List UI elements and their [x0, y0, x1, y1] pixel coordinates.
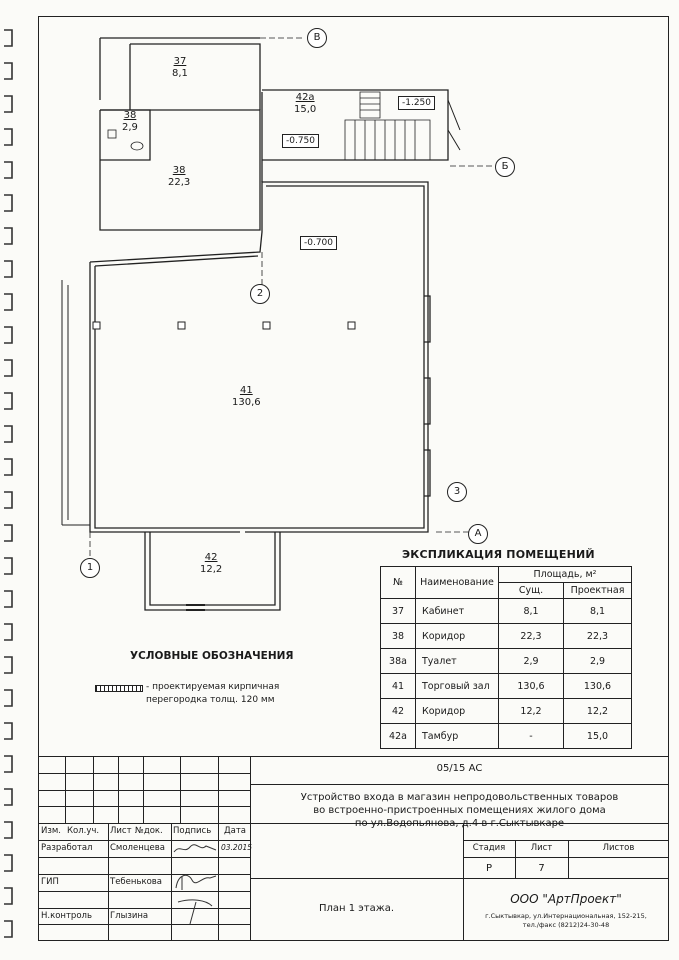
row-project: 8,1 — [564, 599, 632, 624]
explication-table — [380, 566, 632, 749]
door-42a — [448, 100, 460, 150]
col-ndok: №док. — [135, 826, 163, 836]
room-38a-number: 38 — [123, 110, 137, 121]
table-row — [381, 624, 632, 649]
row-project: 15,0 — [564, 724, 632, 749]
project-code: 05/15 АС — [436, 763, 483, 774]
signature-chief-engineer — [172, 870, 218, 894]
row-num: 38 — [381, 624, 416, 649]
explication-title: ЭКСПЛИКАЦИЯ ПОМЕЩЕНИЙ — [402, 548, 595, 561]
col-izm: Изм. — [41, 826, 61, 836]
table-row — [381, 724, 632, 749]
room-42a-area: 15,0 — [294, 104, 317, 115]
row-name: Тамбур — [416, 724, 499, 749]
company-phone: тел./факс (8212)24-30-48 — [522, 921, 610, 929]
stairs — [345, 120, 430, 160]
header-area: Площадь, м² — [499, 567, 632, 583]
table-row — [381, 674, 632, 699]
legend-line-1: - проектируемая кирпичная — [146, 682, 280, 692]
legend-text — [146, 681, 279, 707]
col-data: Дата — [224, 826, 247, 836]
axis-lines — [90, 38, 495, 560]
table-row — [381, 649, 632, 674]
signature-developer — [172, 842, 218, 856]
axis-marker-v: В — [307, 28, 327, 48]
wall-hall-inner — [95, 186, 424, 528]
room-37-number: 37 — [173, 56, 187, 67]
room-37-label — [172, 56, 188, 80]
sheet-value: 7 — [538, 863, 545, 874]
level-mark-0750: -0.750 — [282, 134, 319, 148]
room-42-label — [200, 552, 222, 576]
level-mark-1250: -1.250 — [398, 96, 435, 110]
row-project: 130,6 — [564, 674, 632, 699]
row-existing: - — [499, 724, 564, 749]
axis-marker-a: А — [468, 524, 488, 544]
axis-marker-3: 3 — [447, 482, 467, 502]
room-41-number: 41 — [239, 385, 253, 396]
row-num: 42a — [381, 724, 416, 749]
project-title-1: Устройство входа в магазин непродовольственных товаров — [300, 792, 619, 803]
stairs-top — [360, 92, 380, 118]
row-existing: 8,1 — [499, 599, 564, 624]
role-developer: Разработал — [41, 843, 93, 853]
role-norm-control: Н.контроль — [41, 911, 92, 921]
room-37-area: 8,1 — [172, 68, 188, 79]
row-existing: 130,6 — [499, 674, 564, 699]
wall-left-outside — [62, 280, 90, 525]
row-name: Коридор — [416, 624, 499, 649]
header-existing: Сущ. — [499, 583, 564, 599]
title-block — [38, 756, 669, 941]
col-podpis: Подпись — [173, 826, 212, 836]
row-name: Торговый зал — [416, 674, 499, 699]
row-existing: 2,9 — [499, 649, 564, 674]
room-41-label — [232, 385, 261, 409]
room-41-area: 130,6 — [232, 397, 261, 408]
room-42a-label — [294, 92, 316, 116]
axis-marker-b: Б — [495, 157, 515, 177]
person-chief-engineer: Тебенькова — [110, 877, 163, 887]
stage-header: Стадия — [472, 843, 506, 853]
row-existing: 12,2 — [499, 699, 564, 724]
company-name: ООО "АртПроект" — [510, 892, 622, 906]
col-kol: Кол.уч. — [67, 826, 100, 836]
row-num: 38a — [381, 649, 416, 674]
row-existing: 22,3 — [499, 624, 564, 649]
room-42a-number: 42a — [295, 92, 315, 103]
row-num: 41 — [381, 674, 416, 699]
brick-partition-symbol — [95, 685, 143, 692]
level-mark-0700: -0.700 — [300, 236, 337, 250]
room-42-number: 42 — [204, 552, 218, 563]
room-38-area: 22,3 — [168, 177, 191, 188]
stage-value: Р — [485, 863, 493, 874]
legend-line-2: перегородка толщ. 120 мм — [146, 695, 275, 705]
axis-marker-1: 1 — [80, 558, 100, 578]
room-38a-label — [122, 110, 138, 134]
room-38-label — [168, 165, 190, 189]
sheet-header: Лист — [530, 843, 553, 853]
header-name: Наименование — [416, 567, 499, 599]
row-name: Кабинет — [416, 599, 499, 624]
row-name: Коридор — [416, 699, 499, 724]
wall-room-37 — [130, 44, 260, 110]
row-name: Туалет — [416, 649, 499, 674]
room-42-area: 12,2 — [200, 564, 223, 575]
row-num: 37 — [381, 599, 416, 624]
project-title-3: по ул.Водопьянова, д.4 в г.Сыктывкаре — [354, 818, 565, 829]
sheets-header: Листов — [602, 843, 635, 853]
header-num: № — [381, 567, 416, 599]
project-title-2: во встроенно-пристроенных помещениях жилого дома — [313, 805, 606, 816]
windows-right — [424, 296, 430, 496]
row-num: 42 — [381, 699, 416, 724]
person-developer: Смоленцева — [110, 843, 166, 853]
drawing-name: План 1 этажа. — [318, 903, 395, 914]
door-42 — [186, 605, 205, 610]
row-project: 2,9 — [564, 649, 632, 674]
date-developer: 03.2015 — [221, 843, 253, 852]
company-address: г.Сыктывкар, ул.Интернациональная, 152-215, — [485, 912, 647, 920]
signature-norm-control — [172, 896, 218, 926]
person-norm-control: Глызина — [110, 911, 149, 921]
row-project: 12,2 — [564, 699, 632, 724]
table-row — [381, 699, 632, 724]
legend-title: УСЛОВНЫЕ ОБОЗНАЧЕНИЯ — [130, 650, 294, 662]
header-project: Проектная — [564, 583, 632, 599]
wall-hall — [90, 182, 428, 532]
row-project: 22,3 — [564, 624, 632, 649]
role-chief-engineer: ГИП — [41, 877, 59, 887]
room-38-number: 38 — [172, 165, 186, 176]
axis-marker-2: 2 — [250, 284, 270, 304]
col-list: Лист — [110, 826, 132, 836]
table-row — [381, 599, 632, 624]
room-38a-area: 2,9 — [122, 122, 138, 133]
